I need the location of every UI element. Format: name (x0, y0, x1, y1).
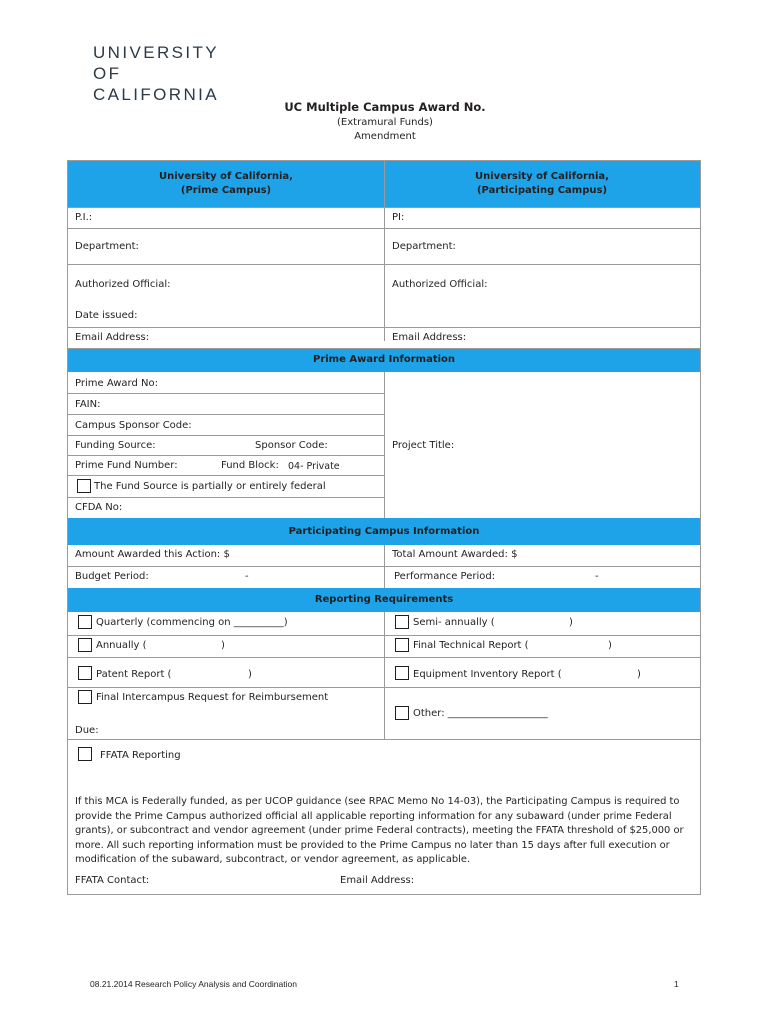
budget-period-field[interactable]: Budget Period: (75, 571, 149, 582)
footer-text: 08.21.2014 Research Policy Analysis and Coordination (90, 979, 297, 989)
ffata-line: If this MCA is Federally funded, as per UCOP guidance (see RPAC Memo No 14-03), the Participating Campus is required to (75, 796, 680, 807)
semi-annually-close: ) (569, 617, 573, 628)
fund-block-label: Fund Block: (221, 460, 279, 471)
final-intercampus-checkbox[interactable] (78, 690, 92, 704)
ffata-line: grants), or subcontract and vendor agreement (under prime Federal contracts), meeting the FFATA threshold of $25,000 or (75, 825, 684, 837)
prime-pi-field[interactable]: P.I.: (75, 212, 93, 223)
quarterly-label: Quarterly (commencing on __________) (96, 617, 288, 628)
prime-campus-line2: (Prime Campus) (180, 185, 272, 196)
project-title-field[interactable]: Project Title: (392, 440, 455, 451)
equipment-inventory-label: Equipment Inventory Report ( (413, 669, 562, 680)
budget-period-dash: - (245, 571, 249, 582)
fain-field[interactable]: FAIN: (75, 399, 101, 410)
ffata-email-field[interactable]: Email Address: (340, 875, 415, 886)
cfda-no-field[interactable]: CFDA No: (75, 502, 123, 513)
prime-award-no-field[interactable]: Prime Award No: (75, 378, 158, 389)
annually-close: ) (221, 640, 225, 651)
mca-form (67, 160, 701, 895)
logo-line-2: OF (93, 64, 122, 83)
logo-line-1: UNIVERSITY (93, 43, 220, 62)
participating-campus-line2: (Participating Campus) (476, 185, 608, 196)
ffata-paragraph (75, 795, 684, 868)
reporting-heading: Reporting Requirements (314, 594, 454, 605)
prime-campus-line1: University of California, (159, 171, 293, 182)
participating-email-field[interactable]: Email Address: (392, 332, 467, 343)
form-title: UC Multiple Campus Award No. (284, 100, 486, 114)
sponsor-code-field[interactable]: Sponsor Code: (255, 440, 328, 451)
performance-period-field[interactable]: Performance Period: (394, 571, 496, 582)
prime-authorized-official-field[interactable]: Authorized Official: (75, 279, 171, 290)
participating-authorized-official-field[interactable]: Authorized Official: (392, 279, 488, 290)
quarterly-checkbox[interactable] (78, 615, 92, 629)
semi-annually-checkbox[interactable] (395, 615, 409, 629)
participating-heading: Participating Campus Information (288, 526, 480, 537)
logo-line-3: CALIFORNIA (93, 85, 220, 104)
ffata-reporting-checkbox[interactable] (78, 747, 92, 761)
ffata-line: provide the Prime Campus authorized official all applicable reporting information for any subaward (under prime Federal (75, 810, 672, 822)
due-field[interactable]: Due: (75, 725, 99, 736)
federal-source-label: The Fund Source is partially or entirely federal (94, 481, 326, 492)
prime-award-heading: Prime Award Information (312, 354, 456, 365)
final-technical-label: Final Technical Report ( (413, 640, 529, 651)
equipment-inventory-checkbox[interactable] (395, 666, 409, 680)
patent-report-checkbox[interactable] (78, 666, 92, 680)
performance-period-dash: - (595, 571, 599, 582)
participating-campus-line1: University of California, (475, 171, 609, 182)
university-logo (93, 42, 219, 105)
patent-report-label: Patent Report ( (96, 669, 172, 680)
prime-email-field[interactable]: Email Address: (75, 332, 150, 343)
amount-awarded-action-field[interactable]: Amount Awarded this Action: $ (75, 549, 230, 560)
participating-pi-field[interactable]: PI: (392, 212, 405, 223)
patent-report-close: ) (248, 669, 252, 680)
federal-source-checkbox[interactable] (77, 479, 91, 493)
other-checkbox[interactable] (395, 706, 409, 720)
ffata-line: more. All such reporting information must be provided to the Prime Campus no later than 15 days after full execution or (75, 839, 670, 851)
final-technical-checkbox[interactable] (395, 638, 409, 652)
annually-label: Annually ( (96, 640, 147, 651)
final-technical-close: ) (608, 640, 612, 651)
ffata-reporting-label: FFATA Reporting (100, 750, 181, 761)
form-subtitle-funds: (Extramural Funds) (337, 117, 433, 128)
ffata-line: modification of the subaward, subcontract, or vendor agreement, as applicable. (75, 854, 471, 866)
total-amount-awarded-field[interactable]: Total Amount Awarded: $ (392, 549, 518, 560)
funding-source-field[interactable]: Funding Source: (75, 440, 156, 451)
equipment-inventory-close: ) (637, 669, 641, 680)
final-intercampus-label: Final Intercampus Request for Reimbursement (96, 692, 329, 703)
campus-sponsor-code-field[interactable]: Campus Sponsor Code: (75, 420, 192, 431)
participating-department-field[interactable]: Department: (392, 241, 456, 252)
prime-fund-number-field[interactable]: Prime Fund Number: (75, 460, 178, 471)
date-issued-field[interactable]: Date issued: (75, 310, 138, 321)
other-field[interactable]: Other: ____________________ (413, 708, 548, 719)
form-subtitle-amendment: Amendment (354, 131, 416, 142)
ffata-contact-field[interactable]: FFATA Contact: (75, 875, 150, 886)
page-number: 1 (674, 979, 679, 989)
fund-block-value[interactable]: 04- Private (288, 461, 340, 472)
prime-department-field[interactable]: Department: (75, 241, 139, 252)
annually-checkbox[interactable] (78, 638, 92, 652)
semi-annually-label: Semi- annually ( (413, 617, 495, 628)
